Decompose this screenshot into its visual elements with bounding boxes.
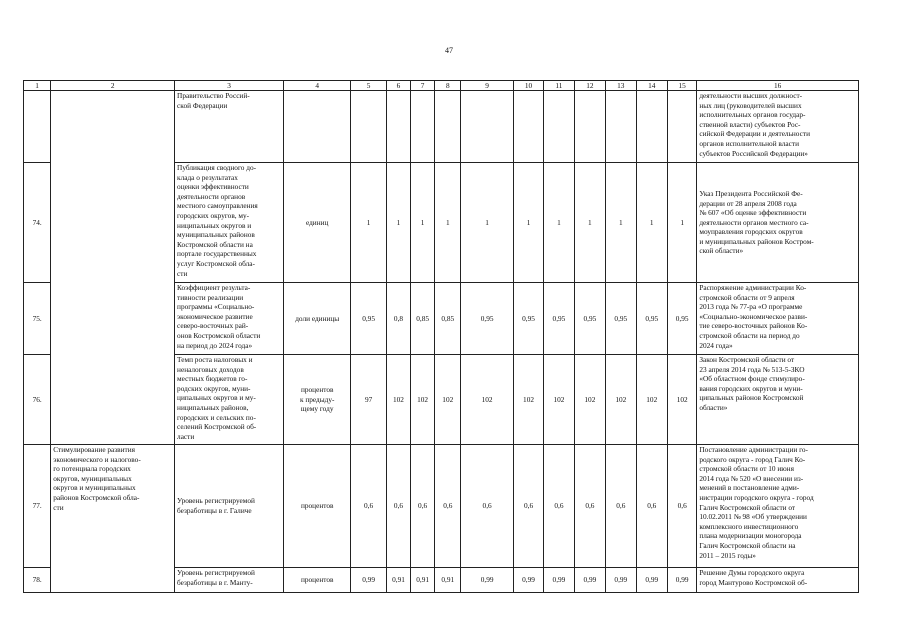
header-cell: 10 (513, 81, 543, 91)
group-cell: Стимулирование развития экономического и налогово- го потенциала городских округов, муниципальных округов и муниципальных районов Костромской обла- сти (51, 445, 175, 593)
basis-cell: Постановление администрации го- родского округа - город Галич Ко- стромской области от 10 июня 2014 года № 520 «О внесении из- менений в постановление адми- нистрации городского округа - город Галич Костромской области от 10.02.2011 № 98 «Об утверждении комплексного инвестиционного плана модернизации моногорода Галич Костромской области на 2011 – 2015 годы» (697, 445, 859, 568)
header-cell: 12 (574, 81, 605, 91)
value-cell (574, 91, 605, 163)
header-cell: 14 (636, 81, 667, 91)
unit-cell: процентов (284, 568, 351, 593)
value-cell (636, 91, 667, 163)
value-cell: 0,95 (574, 283, 605, 355)
header-cell: 5 (351, 81, 387, 91)
unit-cell (284, 91, 351, 163)
value-cell: 0,6 (513, 445, 543, 568)
header-cell: 11 (544, 81, 574, 91)
value-cell: 0,95 (636, 283, 667, 355)
header-cell: 13 (606, 81, 636, 91)
unit-cell: единиц (284, 163, 351, 283)
value-cell: 0,91 (435, 568, 461, 593)
header-cell: 7 (411, 81, 435, 91)
value-cell: 1 (461, 163, 513, 283)
value-cell: 0,6 (636, 445, 667, 568)
value-cell (513, 91, 543, 163)
value-cell (435, 91, 461, 163)
unit-cell: процентов (284, 445, 351, 568)
value-cell: 0,99 (544, 568, 574, 593)
header-cell: 8 (435, 81, 461, 91)
value-cell: 0,99 (513, 568, 543, 593)
value-cell (461, 91, 513, 163)
header-cell: 6 (386, 81, 410, 91)
value-cell: 0,95 (667, 283, 696, 355)
value-cell: 1 (574, 163, 605, 283)
header-cell: 9 (461, 81, 513, 91)
value-cell: 0,6 (386, 445, 410, 568)
value-cell: 0,95 (513, 283, 543, 355)
group-cell-empty (51, 91, 175, 445)
value-cell: 102 (461, 355, 513, 445)
indicator-cell: Публикация сводного до- клада о результатах оценки эффективности деятельности органов местного самоуправления городских округов, му- ниципальных округов и муниципальных районов Костромской области на портале государственных услуг Костромской обла- сти (175, 163, 284, 283)
value-cell: 0,99 (574, 568, 605, 593)
basis-cell: Распоряжение администрации Ко- стромской области от 9 апреля 2013 года № 77-ра «О программе «Социально-экономическое разви- тие северо-восточных районов Ко- стромской области на период до 2024 года» (697, 283, 859, 355)
value-cell: 102 (513, 355, 543, 445)
header-cell: 1 (24, 81, 51, 91)
value-cell: 102 (544, 355, 574, 445)
row-number: 75. (24, 283, 51, 355)
value-cell: 102 (574, 355, 605, 445)
value-cell: 97 (351, 355, 387, 445)
row-number: 76. (24, 355, 51, 445)
value-cell: 0,85 (411, 283, 435, 355)
value-cell: 1 (606, 163, 636, 283)
value-cell: 102 (606, 355, 636, 445)
value-cell: 1 (386, 163, 410, 283)
value-cell (386, 91, 410, 163)
unit-cell: процентов к предыду- щему году (284, 355, 351, 445)
indicator-cell: Уровень регистрируемой безработицы в г. Галиче (175, 445, 284, 568)
indicator-cell: Коэффициент результа- тивности реализации программы «Социально- экономическое развитие северо-восточных рай- онов Костромской области на период до 2024 года» (175, 283, 284, 355)
basis-cell: Закон Костромской области от 23 апреля 2014 года № 513-5-ЗКО «Об областном фонде стимулиро- вания городских округов и муни- ципальных районов Костромской области» (697, 355, 859, 445)
value-cell: 0,95 (544, 283, 574, 355)
value-cell: 102 (386, 355, 410, 445)
value-cell: 0,6 (667, 445, 696, 568)
value-cell: 102 (667, 355, 696, 445)
value-cell: 0,99 (667, 568, 696, 593)
value-cell: 0,85 (435, 283, 461, 355)
value-cell: 0,91 (386, 568, 410, 593)
value-cell: 102 (435, 355, 461, 445)
header-cell: 16 (697, 81, 859, 91)
basis-cell: деятельности высших должност- ных лиц (руководителей высших исполнительных органов государ- ственной власти) субъектов Рос- сийской Федерации и деятельности органов исполнительной власти субъектов Российской Федерации» (697, 91, 859, 163)
value-cell: 0,95 (606, 283, 636, 355)
row-number: 77. (24, 445, 51, 568)
value-cell: 0,99 (461, 568, 513, 593)
value-cell: 1 (411, 163, 435, 283)
table-row (24, 91, 859, 163)
header-cell: 3 (175, 81, 284, 91)
value-cell: 0,6 (411, 445, 435, 568)
header-row (24, 81, 859, 91)
value-cell: 0,99 (351, 568, 387, 593)
row-number (24, 91, 51, 163)
table-row (24, 445, 859, 568)
value-cell: 0,91 (411, 568, 435, 593)
value-cell (667, 91, 696, 163)
value-cell: 0,6 (544, 445, 574, 568)
indicator-cell: Правительство Россий- ской Федерации (175, 91, 284, 163)
value-cell: 0,6 (351, 445, 387, 568)
row-number: 78. (24, 568, 51, 593)
value-cell (606, 91, 636, 163)
value-cell: 102 (636, 355, 667, 445)
indicator-cell: Уровень регистрируемой безработицы в г. Манту- (175, 568, 284, 593)
value-cell: 1 (636, 163, 667, 283)
value-cell: 1 (513, 163, 543, 283)
page-number: 47 (445, 46, 453, 55)
value-cell: 0,6 (461, 445, 513, 568)
value-cell: 0,99 (606, 568, 636, 593)
basis-cell: Указ Президента Российской Фе- дерации от 28 апреля 2008 года № 607 «Об оценке эффективности деятельности органов местного са- моуправления городских округов и муниципальных районов Костром- ской области» (697, 163, 859, 283)
row-number: 74. (24, 163, 51, 283)
value-cell: 1 (435, 163, 461, 283)
value-cell: 0,6 (435, 445, 461, 568)
value-cell: 1 (351, 163, 387, 283)
value-cell: 1 (667, 163, 696, 283)
header-cell: 2 (51, 81, 175, 91)
value-cell (544, 91, 574, 163)
value-cell: 0,99 (636, 568, 667, 593)
value-cell: 0,95 (461, 283, 513, 355)
header-cell: 4 (284, 81, 351, 91)
indicators-table (23, 80, 859, 593)
indicator-cell: Темп роста налоговых и неналоговых доходов местных бюджетов го- родских округов, муни- ципальных округов и му- ниципальных районов, городских и сельских по- селений Костромской об- ласти (175, 355, 284, 445)
value-cell (411, 91, 435, 163)
value-cell (351, 91, 387, 163)
value-cell: 0,95 (351, 283, 387, 355)
unit-cell: доли единицы (284, 283, 351, 355)
value-cell: 0,6 (574, 445, 605, 568)
basis-cell: Решение Думы городского округа город Мантурово Костромской об- (697, 568, 859, 593)
value-cell: 102 (411, 355, 435, 445)
header-cell: 15 (667, 81, 696, 91)
value-cell: 0,8 (386, 283, 410, 355)
value-cell: 0,6 (606, 445, 636, 568)
value-cell: 1 (544, 163, 574, 283)
